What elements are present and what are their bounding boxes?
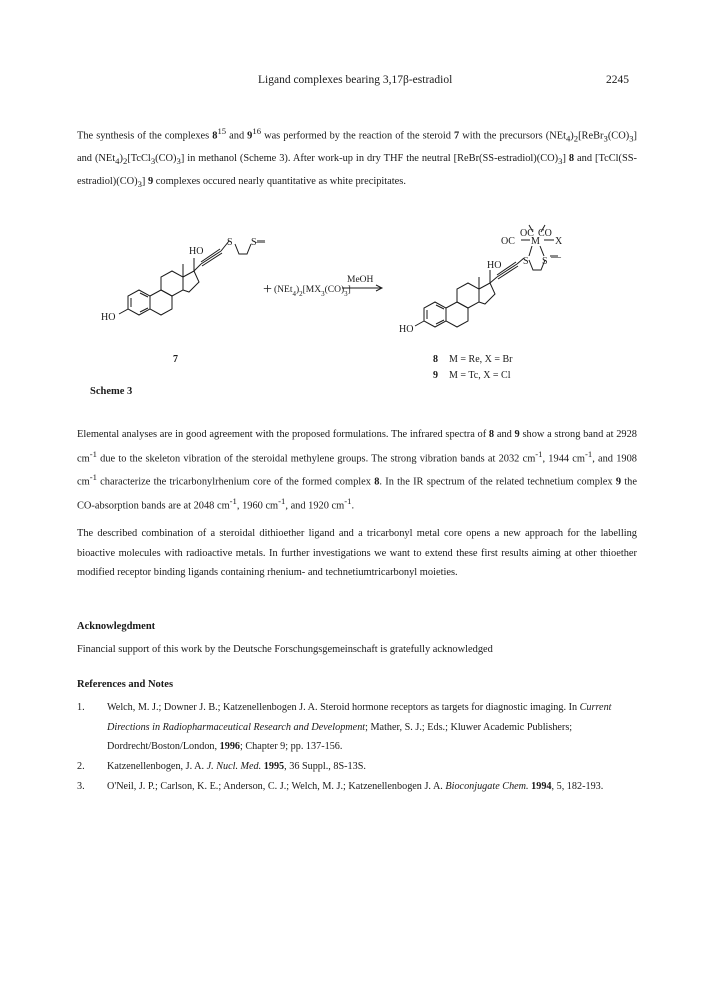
acknowledgment-heading: Acknowlegdment bbox=[77, 621, 156, 632]
running-header bbox=[0, 74, 711, 90]
page-number: 2245 bbox=[606, 74, 629, 86]
compound-number-9: 9 bbox=[433, 370, 438, 381]
hydroxyl-label: HO bbox=[399, 324, 414, 335]
compound-ref: 8 bbox=[212, 130, 218, 142]
references-heading: References and Notes bbox=[77, 679, 174, 690]
reference-journal: J. Nucl. Med. bbox=[206, 761, 262, 772]
sulfur-label: S bbox=[251, 237, 257, 248]
compound-definition-8: M = Re, X = Br bbox=[449, 354, 513, 365]
results-paragraph: Elemental analyses are in good agreement with the proposed formulations. The infrared spectra of 8 and 9 show a strong band at 2928 $cm^{-1}$ due to the skeleton vibration of the steroidal methylene groups. The strong vibration bands at 2032 $cm^{-1}$, 1944 $cm^{-1}$, and 1908 $cm^{-1}$ characterize the tricarbonylrhenium core of the formed complex 8. In the IR spectrum of the related technetium complex 9 the CO-absorption bands are at 2048 $cm^{-1}$, 1960 $cm^{-1}$, and 1920 $cm^{-1}$. bbox=[77, 429, 637, 512]
running-title: Ligand complexes bearing 3,17β-estradiol bbox=[258, 74, 453, 86]
hydroxyl-label: HO bbox=[101, 312, 116, 323]
metal-label: M bbox=[531, 236, 540, 247]
compound-definition-9: M = Tc, X = Cl bbox=[449, 370, 511, 381]
compound-ref: 9 bbox=[247, 130, 253, 142]
precursor-formula: $(NEt_4)_2[MX_3(CO)_3]$ bbox=[274, 285, 351, 298]
reference-journal: Current Directions in Radiopharmaceutical Research and Development bbox=[107, 702, 612, 733]
scheme-drawing bbox=[77, 222, 637, 402]
sulfur-label: S bbox=[542, 256, 548, 267]
reference-number: 2. bbox=[77, 761, 85, 772]
halide-label: X bbox=[555, 236, 563, 247]
compound-ref: 7 bbox=[453, 130, 460, 142]
sulfur-label: S bbox=[523, 256, 529, 267]
compound-number-7: 7 bbox=[173, 354, 178, 365]
acknowledgment-text: Financial support of this work by the Deutsche Forschungsgemeinschaft is gratefully acknowledged bbox=[77, 644, 493, 655]
carbonyl-label: OC bbox=[501, 236, 515, 247]
carbonyl-label: OC bbox=[520, 228, 534, 239]
svg-text:—: — bbox=[255, 237, 265, 248]
hydroxyl-label: HO bbox=[189, 246, 204, 257]
reference-journal: Bioconjugate Chem. bbox=[445, 781, 529, 792]
reference-number: 1. bbox=[77, 702, 85, 713]
intro-paragraph: The synthesis of the complexes $8^{15}$ and $9^{16}$ was performed by the reaction of the steroid 7 with the precursors $(NEt_4)_2[ReBr_3(CO)_3]$ and $(NEt_4)_2[TcCl_3(CO)_3]$ in methanol (Scheme 3). After work-up in dry THF the neutral $[ReBr(SS-estradiol)(CO)_3]$ 8 and $[TcCl(SS-estradiol)(CO)_3]$ 9 complexes occured nearly quantitative as white precipitates. bbox=[77, 126, 638, 189]
sulfur-label: S bbox=[227, 237, 233, 248]
reaction-scheme bbox=[77, 222, 637, 402]
carbonyl-label: CO bbox=[538, 228, 552, 239]
reference-number: 3. bbox=[77, 781, 85, 792]
scheme-caption: Scheme 3 bbox=[90, 386, 133, 397]
hydroxyl-label: HO bbox=[487, 260, 502, 271]
svg-text:—: — bbox=[551, 252, 561, 263]
solvent-label: MeOH bbox=[347, 275, 374, 285]
compound-number-8: 8 bbox=[433, 354, 438, 365]
plus-sign: + bbox=[263, 281, 273, 298]
conclusion-paragraph: The described combination of a steroidal dithioether ligand and a tricarbonyl metal core opens a new approach for the labelling bioactive molecules with radioactive metals. In further investigations we want to extend these first results aiming at other thioether modified receptor binding ligands containing rhenium- and technetiumtricarbonyl moieties. bbox=[77, 528, 637, 578]
